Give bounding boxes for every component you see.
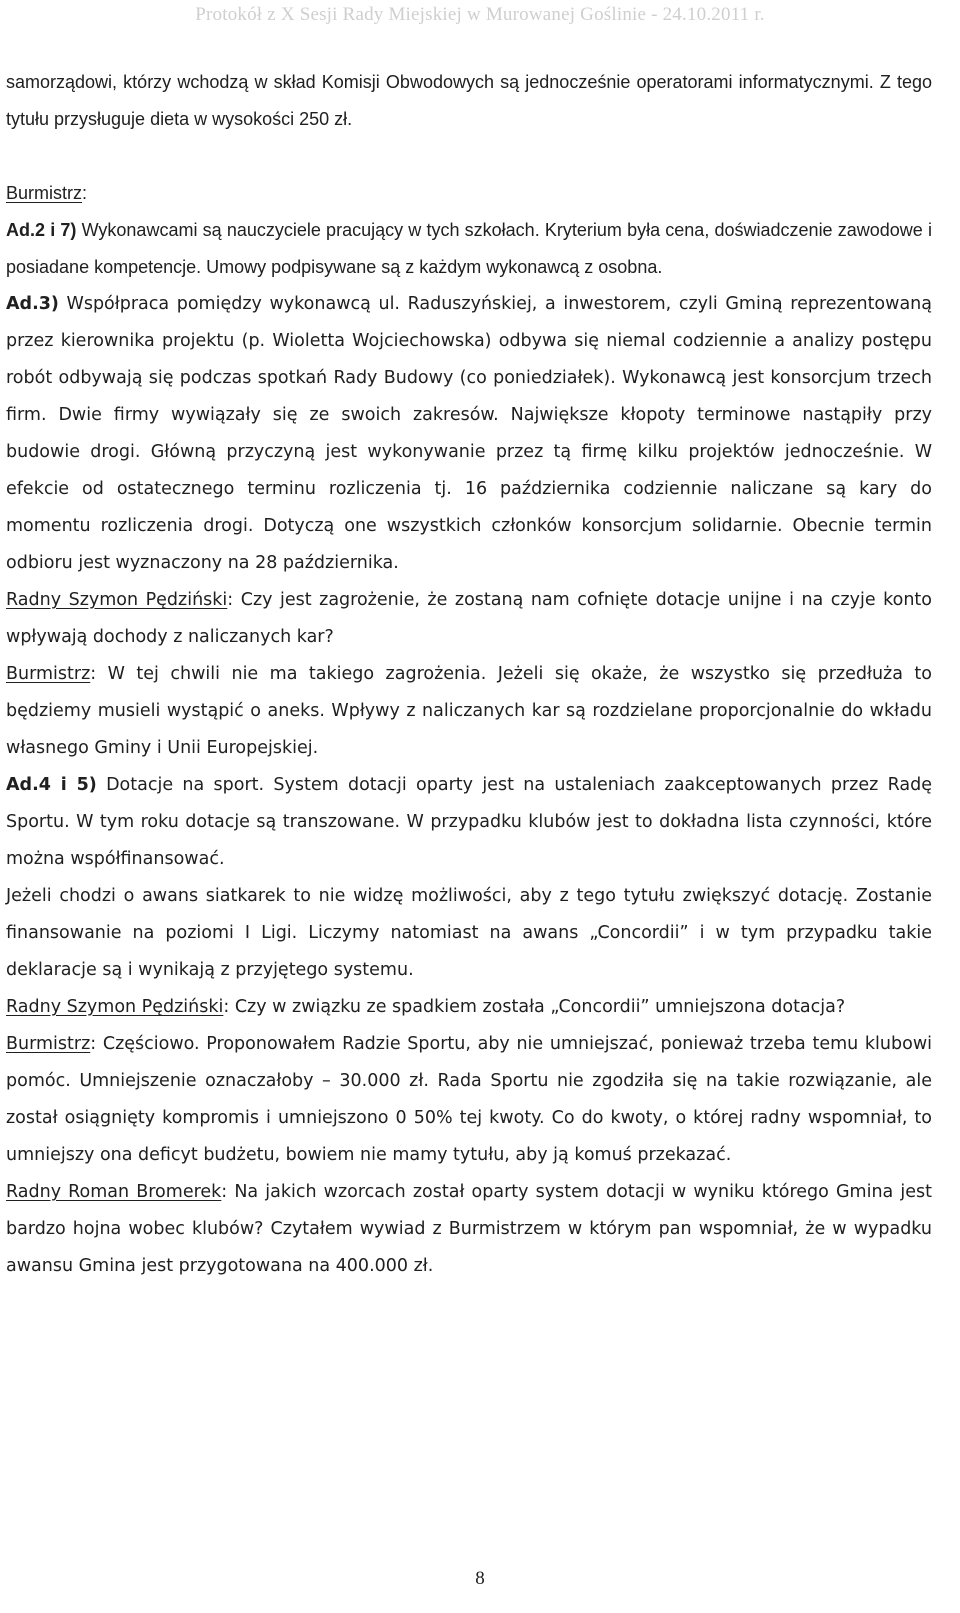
- paragraph-text: : Czy w związku ze spadkiem została „Concordii” umniejszona dotacja?: [223, 997, 846, 1017]
- paragraph-item-4-5: [6, 767, 932, 878]
- page-number: 8: [475, 1568, 485, 1589]
- paragraph-question-bromerek: [6, 1174, 932, 1285]
- speaker-colon: :: [82, 183, 88, 203]
- paragraph-text: Dotacje na sport. System dotacji oparty jest na ustaleniach zaakceptowanych przez Radę Sportu. W tym roku dotacje są transzowane. W przypadku klubów jest to dokładna lista czynności, które można współfinansować.: [6, 775, 932, 869]
- agenda-item-label: Ad.4 i 5): [6, 775, 97, 795]
- agenda-item-label: Ad.3): [6, 294, 59, 314]
- paragraph-question-pedzinski-1: [6, 582, 932, 656]
- speaker-name: Radny Szymon Pędziński: [6, 997, 224, 1017]
- speaker-name: Burmistrz: [6, 664, 91, 684]
- paragraph-speaker-mayor: [6, 175, 932, 212]
- paragraph-item-3: [6, 286, 932, 582]
- paragraph-text: : Czy jest zagrożenie, że zostaną nam cofnięte dotacje unijne i na czyje konto wpływają dochody z naliczanych kar?: [6, 590, 932, 647]
- paragraph-text: : Częściowo. Proponowałem Radzie Sportu, aby nie umniejszać, ponieważ trzeba temu klubowi pomóc. Umniejszenie oznaczałoby – 30.000 zł. Rada Sportu nie zgodziła się na takie rozwiązanie, ale został osiągnięty kompromis i umniejszono 0 50% tej kwoty. Co do kwoty, o której radny wspomniał, to umniejszy ona deficyt budżetu, bowiem nie mamy tytułu, aby ją komuś przekazać.: [6, 1034, 932, 1165]
- paragraph-diet: samorządowi, którzy wchodzą w skład Komisji Obwodowych są jednocześnie operatorami informatycznymi. Z tego tytułu przysługuje dieta w wysokości 250 zł.: [6, 72, 932, 129]
- paragraph-volleyball: Jeżeli chodzi o awans siatkarek to nie widzę możliwości, aby z tego tytułu zwiększyć dotację. Zostanie finansowanie na poziomi I Ligi. Liczymy natomiast na awans „Concordii” i w tym przypadku takie deklaracje są i wynikają z przyjętego systemu.: [6, 886, 932, 980]
- paragraph-text: : Na jakich wzorcach został oparty system dotacji w wyniku którego Gmina jest bardzo hojna wobec klubów? Czytałem wywiad z Burmistrzem w którym pan wspomniał, że w wypadku awansu Gmina jest przygotowana na 400.000 zł.: [6, 1182, 932, 1276]
- speaker-name: Radny Roman Bromerek: [6, 1182, 222, 1202]
- paragraph-gap: [6, 138, 932, 175]
- paragraph-item-2-7: [6, 212, 932, 286]
- paragraph-answer-mayor-2: [6, 1026, 932, 1174]
- speaker-name: Radny Szymon Pędziński: [6, 590, 228, 610]
- paragraph-text: Wykonawcami są nauczyciele pracujący w tych szkołach. Kryterium była cena, doświadczenie zawodowe i posiadane kompetencje. Umowy podpisywane są z każdym wykonawcą z osobna.: [6, 220, 932, 277]
- paragraph-answer-mayor-1: [6, 656, 932, 767]
- speaker-name: Burmistrz: [6, 1034, 91, 1054]
- paragraph-text: Współpraca pomiędzy wykonawcą ul. Raduszyńskiej, a inwestorem, czyli Gminą reprezentowaną przez kierownika projektu (p. Wioletta Wojciechowska) odbywa się niemal codziennie a analizy postępu robót odbywają się podczas spotkań Rady Budowy (co poniedziałek). Wykonawcą jest konsorcjum trzech firm. Dwie firmy wywiązały się ze swoich zakresów. Największe kłopoty terminowe nastąpiły przy budowie drogi. Główną przyczyną jest wykonywanie przez tą firmę kilku projektów jednocześnie. W efekcie od ostatecznego terminu rozliczenia tj. 16 października codziennie naliczane są kary do momentu rozliczenia drogi. Dotyczą one wszystkich członków konsorcjum solidarnie. Obecnie termin odbioru jest wyznaczony na 28 października.: [6, 294, 932, 573]
- agenda-item-label: Ad.2 i 7): [6, 220, 77, 240]
- document-body: [6, 64, 932, 1285]
- running-header: Protokół z X Sesji Rady Miejskiej w Murowanej Goślinie - 24.10.2011 r.: [195, 4, 765, 25]
- paragraph-question-pedzinski-2: [6, 989, 932, 1026]
- speaker-name: Burmistrz: [6, 183, 82, 203]
- paragraph-text: : W tej chwili nie ma takiego zagrożenia. Jeżeli się okaże, że wszystko się przedłuża to będziemy musieli wystąpić o aneks. Wpływy z naliczanych kar są rozdzielane proporcjonalnie do wkładu własnego Gminy i Unii Europejskiej.: [6, 664, 932, 758]
